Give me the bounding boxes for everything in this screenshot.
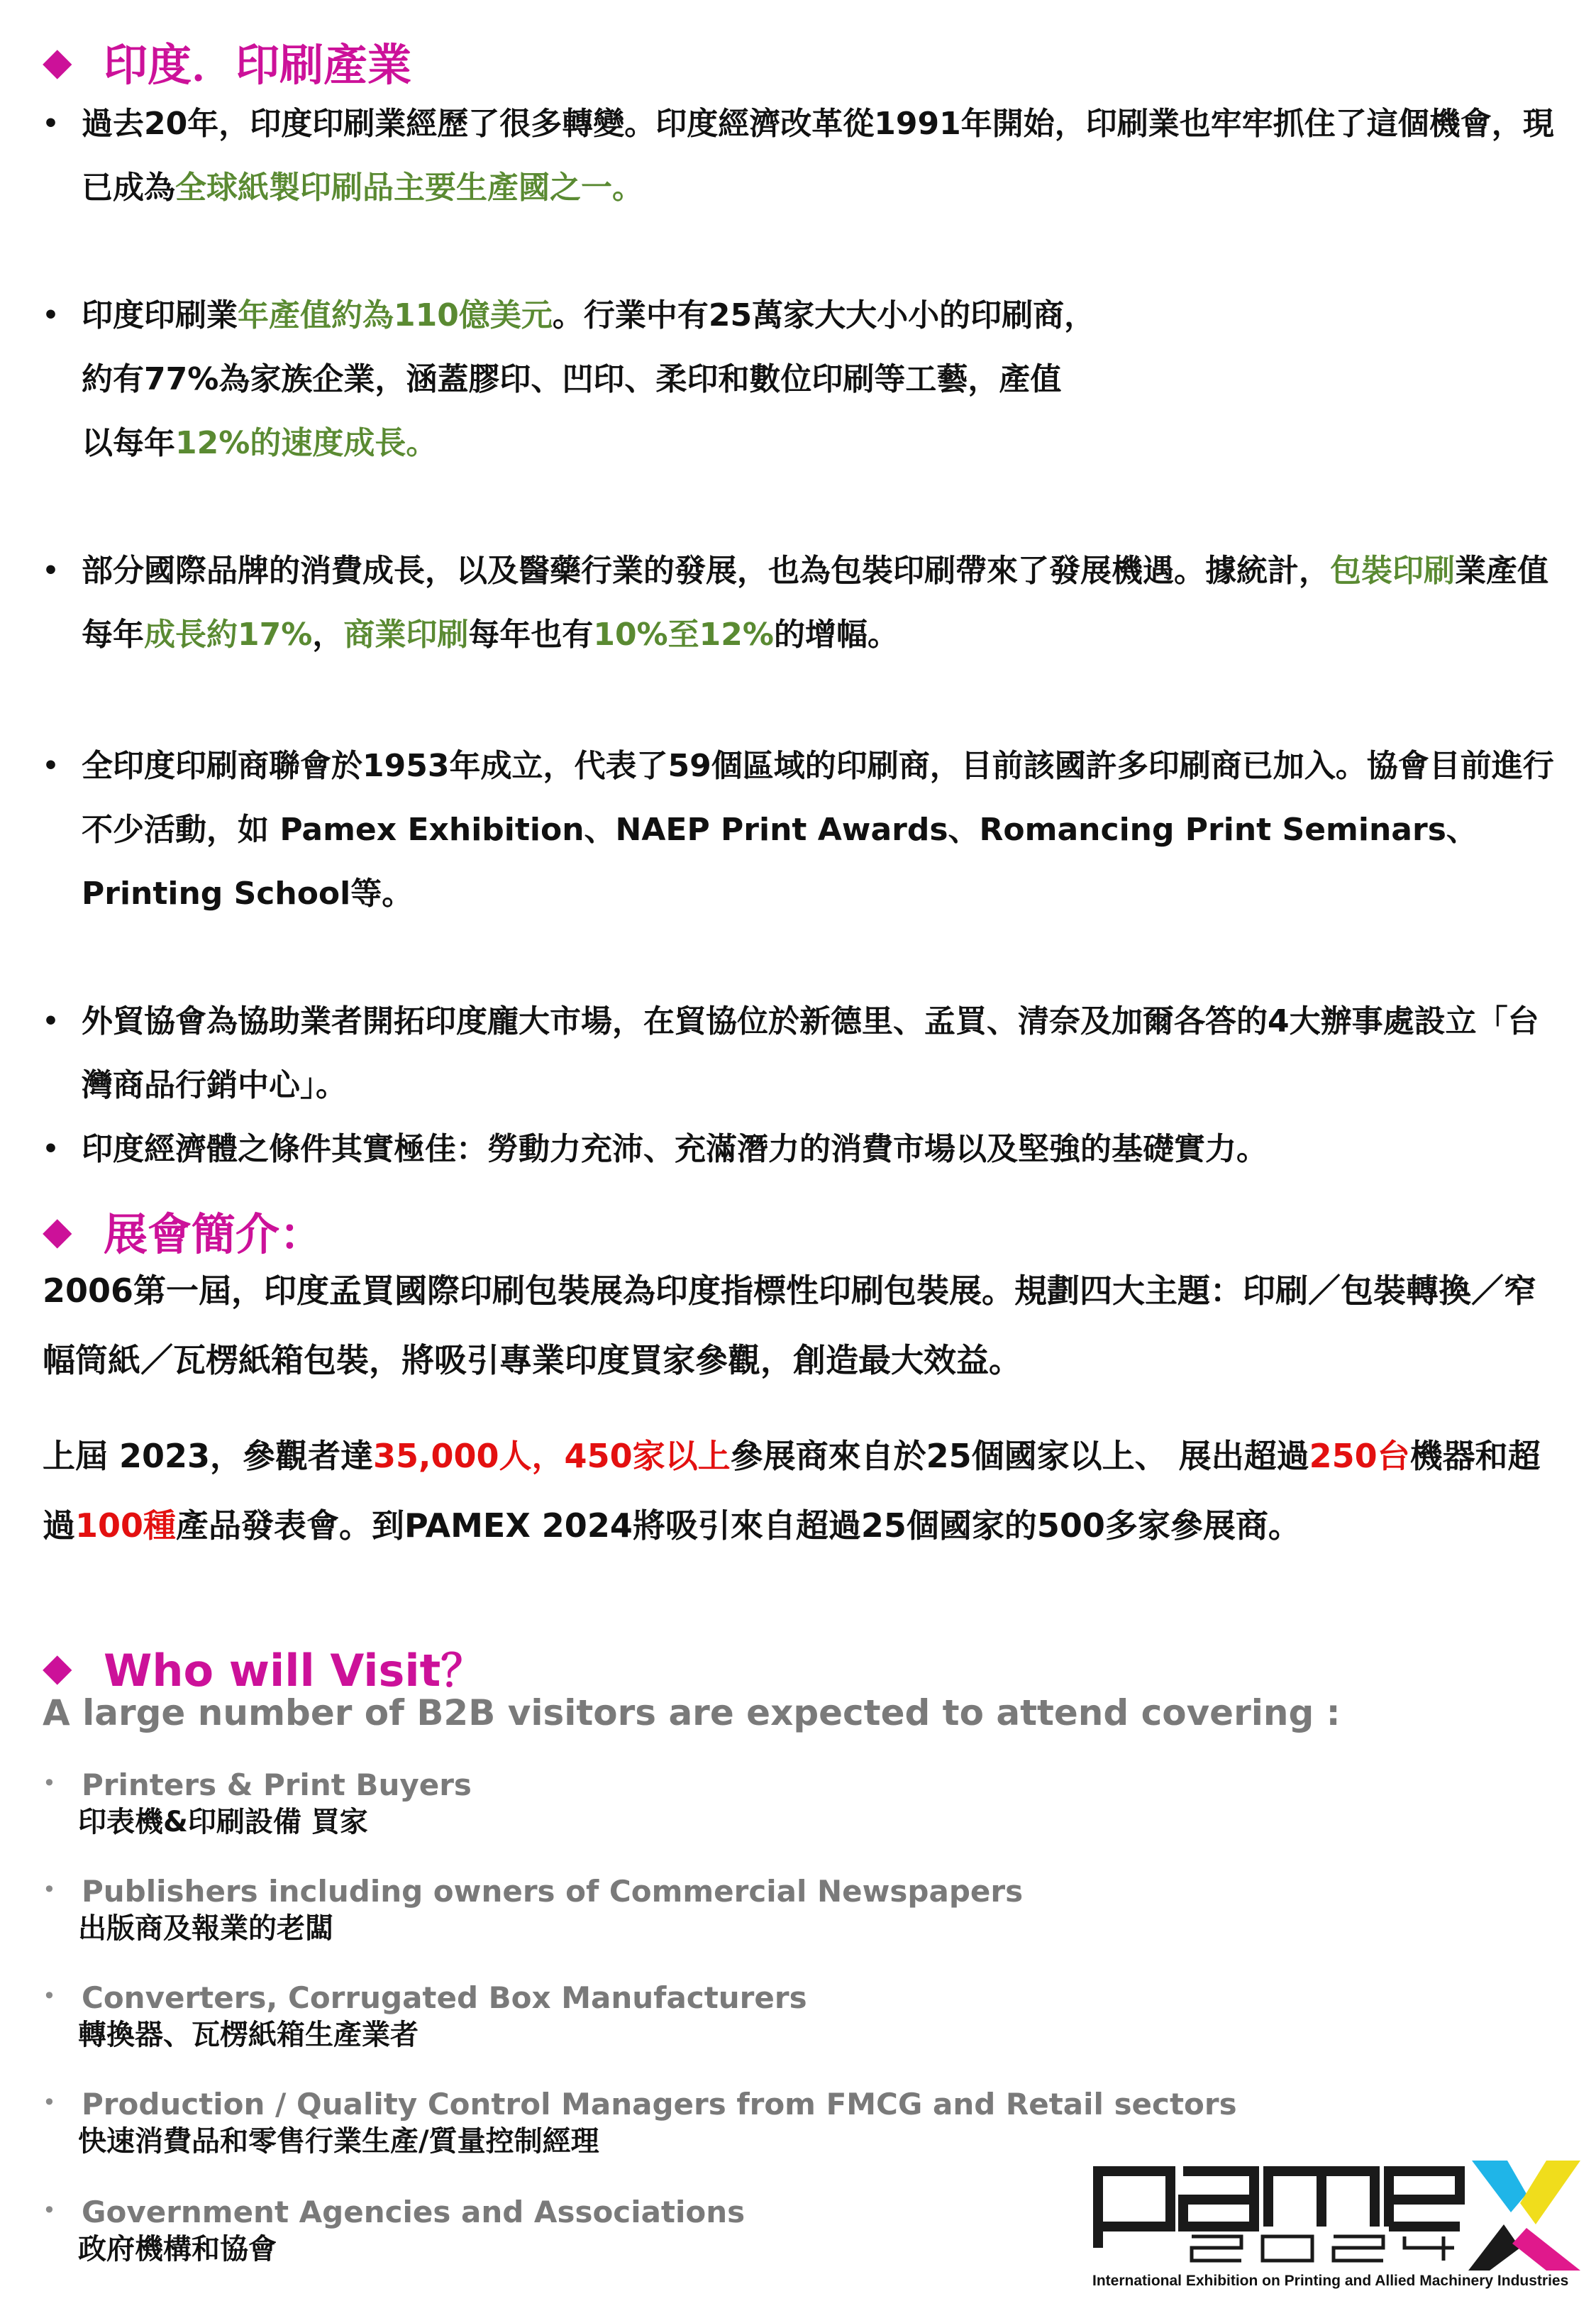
bullet-item — [43, 539, 1568, 667]
text-run: 產品發表會。到PAMEX 2024將吸引來自超過25個國家的500多家參展商。 — [176, 1506, 1301, 1545]
section-heading-india — [43, 30, 411, 93]
highlight-text: 12%的速度成長。 — [175, 425, 438, 461]
visitor-item — [43, 1873, 1071, 1947]
bullet-text — [82, 284, 1248, 475]
text-run: 參展商來自於25個國家以上、 展出超過 — [730, 1437, 1309, 1475]
visitor-label-zh: 印表機&印刷設備 買家 — [78, 1806, 368, 1838]
highlight-text: 10%至12% — [593, 617, 774, 653]
highlight-text: 100種 — [75, 1506, 177, 1545]
visitor-label-en: Publishers including owners of Commercial Newspapers — [82, 1874, 1024, 1909]
visitor-label-zh: 政府機構和協會 — [78, 2233, 277, 2266]
bullet-text — [82, 539, 1568, 667]
diamond-icon: ◆ — [43, 1208, 72, 1253]
intro-paragraph — [43, 1421, 1553, 1560]
visitor-label-zh: 轉換器、瓦楞紙箱生產業者 — [78, 2019, 419, 2051]
bullet-item — [43, 734, 1568, 926]
bullet-icon: • — [43, 2197, 56, 2224]
text-run: 每年也有 — [468, 617, 594, 653]
text-run: 上屆 2023，參觀者達 — [43, 1437, 374, 1475]
visitor-item — [43, 2086, 1237, 2160]
text-run: 部分國際品牌的消費成長，以及醫藥行業的發展，也為包裝印刷帶來了發展機遇。據統計， — [82, 553, 1330, 589]
visitor-label-en: Production / Quality Control Managers from FMCG and Retail sectors — [82, 2087, 1237, 2122]
visitor-label-zh: 出版商及報業的老闆 — [78, 1912, 333, 1945]
highlight-text: 包裝印刷 — [1330, 553, 1455, 589]
text-run: 業產值每年 — [82, 553, 1548, 653]
text-run: 約有77%為家族企業，涵蓋膠印、凹印、柔印和數位印刷等工藝，產值 — [82, 361, 1062, 397]
section-heading-who — [43, 1635, 484, 1699]
section-title: 印度．印刷產業 — [104, 39, 412, 91]
bullet-icon: • — [43, 556, 60, 585]
text-run: 的增幅。 — [773, 617, 899, 653]
highlight-text: 年產值約為110億美元 — [238, 297, 553, 333]
highlight-text: 35,000人，450家以上 — [373, 1437, 731, 1475]
highlight-text: 成長約17% — [144, 617, 313, 653]
highlight-text: 全球紙製印刷品主要生產國之一。 — [175, 170, 643, 206]
visitor-label-zh: 快速消費品和零售行業生產/質量控制經理 — [78, 2125, 599, 2158]
bullet-icon: • — [43, 2089, 56, 2116]
text-run: 過去20年，印度印刷業經歷了很多轉變。印度經濟改革從1991年開始，印刷業也牢牢抓住了這個機會，現已成為 — [82, 106, 1554, 206]
diamond-icon: ◆ — [43, 39, 72, 84]
bullet-icon: • — [43, 1007, 60, 1036]
text-run: 。行業中有25萬家大大小小的印刷商， — [552, 297, 1096, 333]
bullet-icon: • — [43, 109, 60, 138]
bullet-item — [43, 1118, 1568, 1181]
text-run: ， — [312, 617, 344, 653]
bullet-icon: • — [43, 1770, 56, 1797]
logo-caption: International Exhibition on Printing and Allied Machinery Industries — [1092, 2273, 1569, 2289]
highlight-text: 商業印刷 — [343, 617, 469, 653]
bullet-text: 全印度印刷商聯會於1953年成立，代表了59個區域的印刷商，目前該國許多印刷商已加入。協會目前進行不少活動，如 Pamex Exhibition、NAEP Print Awards、Romancing Print Seminars、Printing School等。 — [82, 748, 1554, 912]
intro-paragraph: 2006第一屆，印度孟買國際印刷包裝展為印度指標性印刷包裝展。規劃四大主題：印刷／包裝轉換／窄幅筒紙／瓦楞紙箱包裝，將吸引專業印度買家參觀，創造最大效益。 — [43, 1271, 1537, 1379]
bullet-icon: • — [43, 1135, 60, 1164]
bullet-item — [43, 92, 1568, 220]
bullet-text: 外貿協會為協助業者開拓印度龐大市場，在貿協位於新德里、孟買、清奈及加爾各答的4大辦事處設立「台灣商品行銷中心」。 — [82, 1003, 1539, 1103]
text-run: 印度印刷業 — [82, 297, 238, 333]
visitor-item — [43, 2194, 1071, 2268]
text-run: 機器和超過 — [43, 1437, 1541, 1545]
bullet-text — [82, 92, 1568, 220]
section-heading-intro — [43, 1199, 323, 1262]
highlight-text: 250台 — [1309, 1437, 1410, 1475]
text-run: 以每年 — [82, 425, 175, 461]
visitor-label-en: Government Agencies and Associations — [82, 2195, 746, 2229]
bullet-icon: • — [43, 1876, 56, 1903]
visitor-label-en: Printers & Print Buyers — [82, 1767, 472, 1802]
bullet-item — [43, 284, 1248, 475]
visitor-item — [43, 1767, 1071, 1841]
bullet-icon: • — [43, 751, 60, 780]
section-title: 展會簡介： — [104, 1208, 324, 1260]
bullet-text: 印度經濟體之條件其實極佳：勞動力充沛、充滿潛力的消費市場以及堅強的基礎實力。 — [82, 1131, 1268, 1167]
bullet-icon: • — [43, 1982, 56, 2009]
visitor-label-en: Converters, Corrugated Box Manufacturers — [82, 1980, 807, 2015]
who-subtitle: A large number of B2B visitors are expected to attend covering : — [43, 1692, 1341, 1733]
visitor-item — [43, 1980, 1071, 2053]
diamond-icon: ◆ — [43, 1645, 72, 1689]
bullet-icon: • — [43, 301, 60, 330]
section-title: Who will Visit？ — [104, 1645, 485, 1697]
bullet-item — [43, 990, 1568, 1118]
